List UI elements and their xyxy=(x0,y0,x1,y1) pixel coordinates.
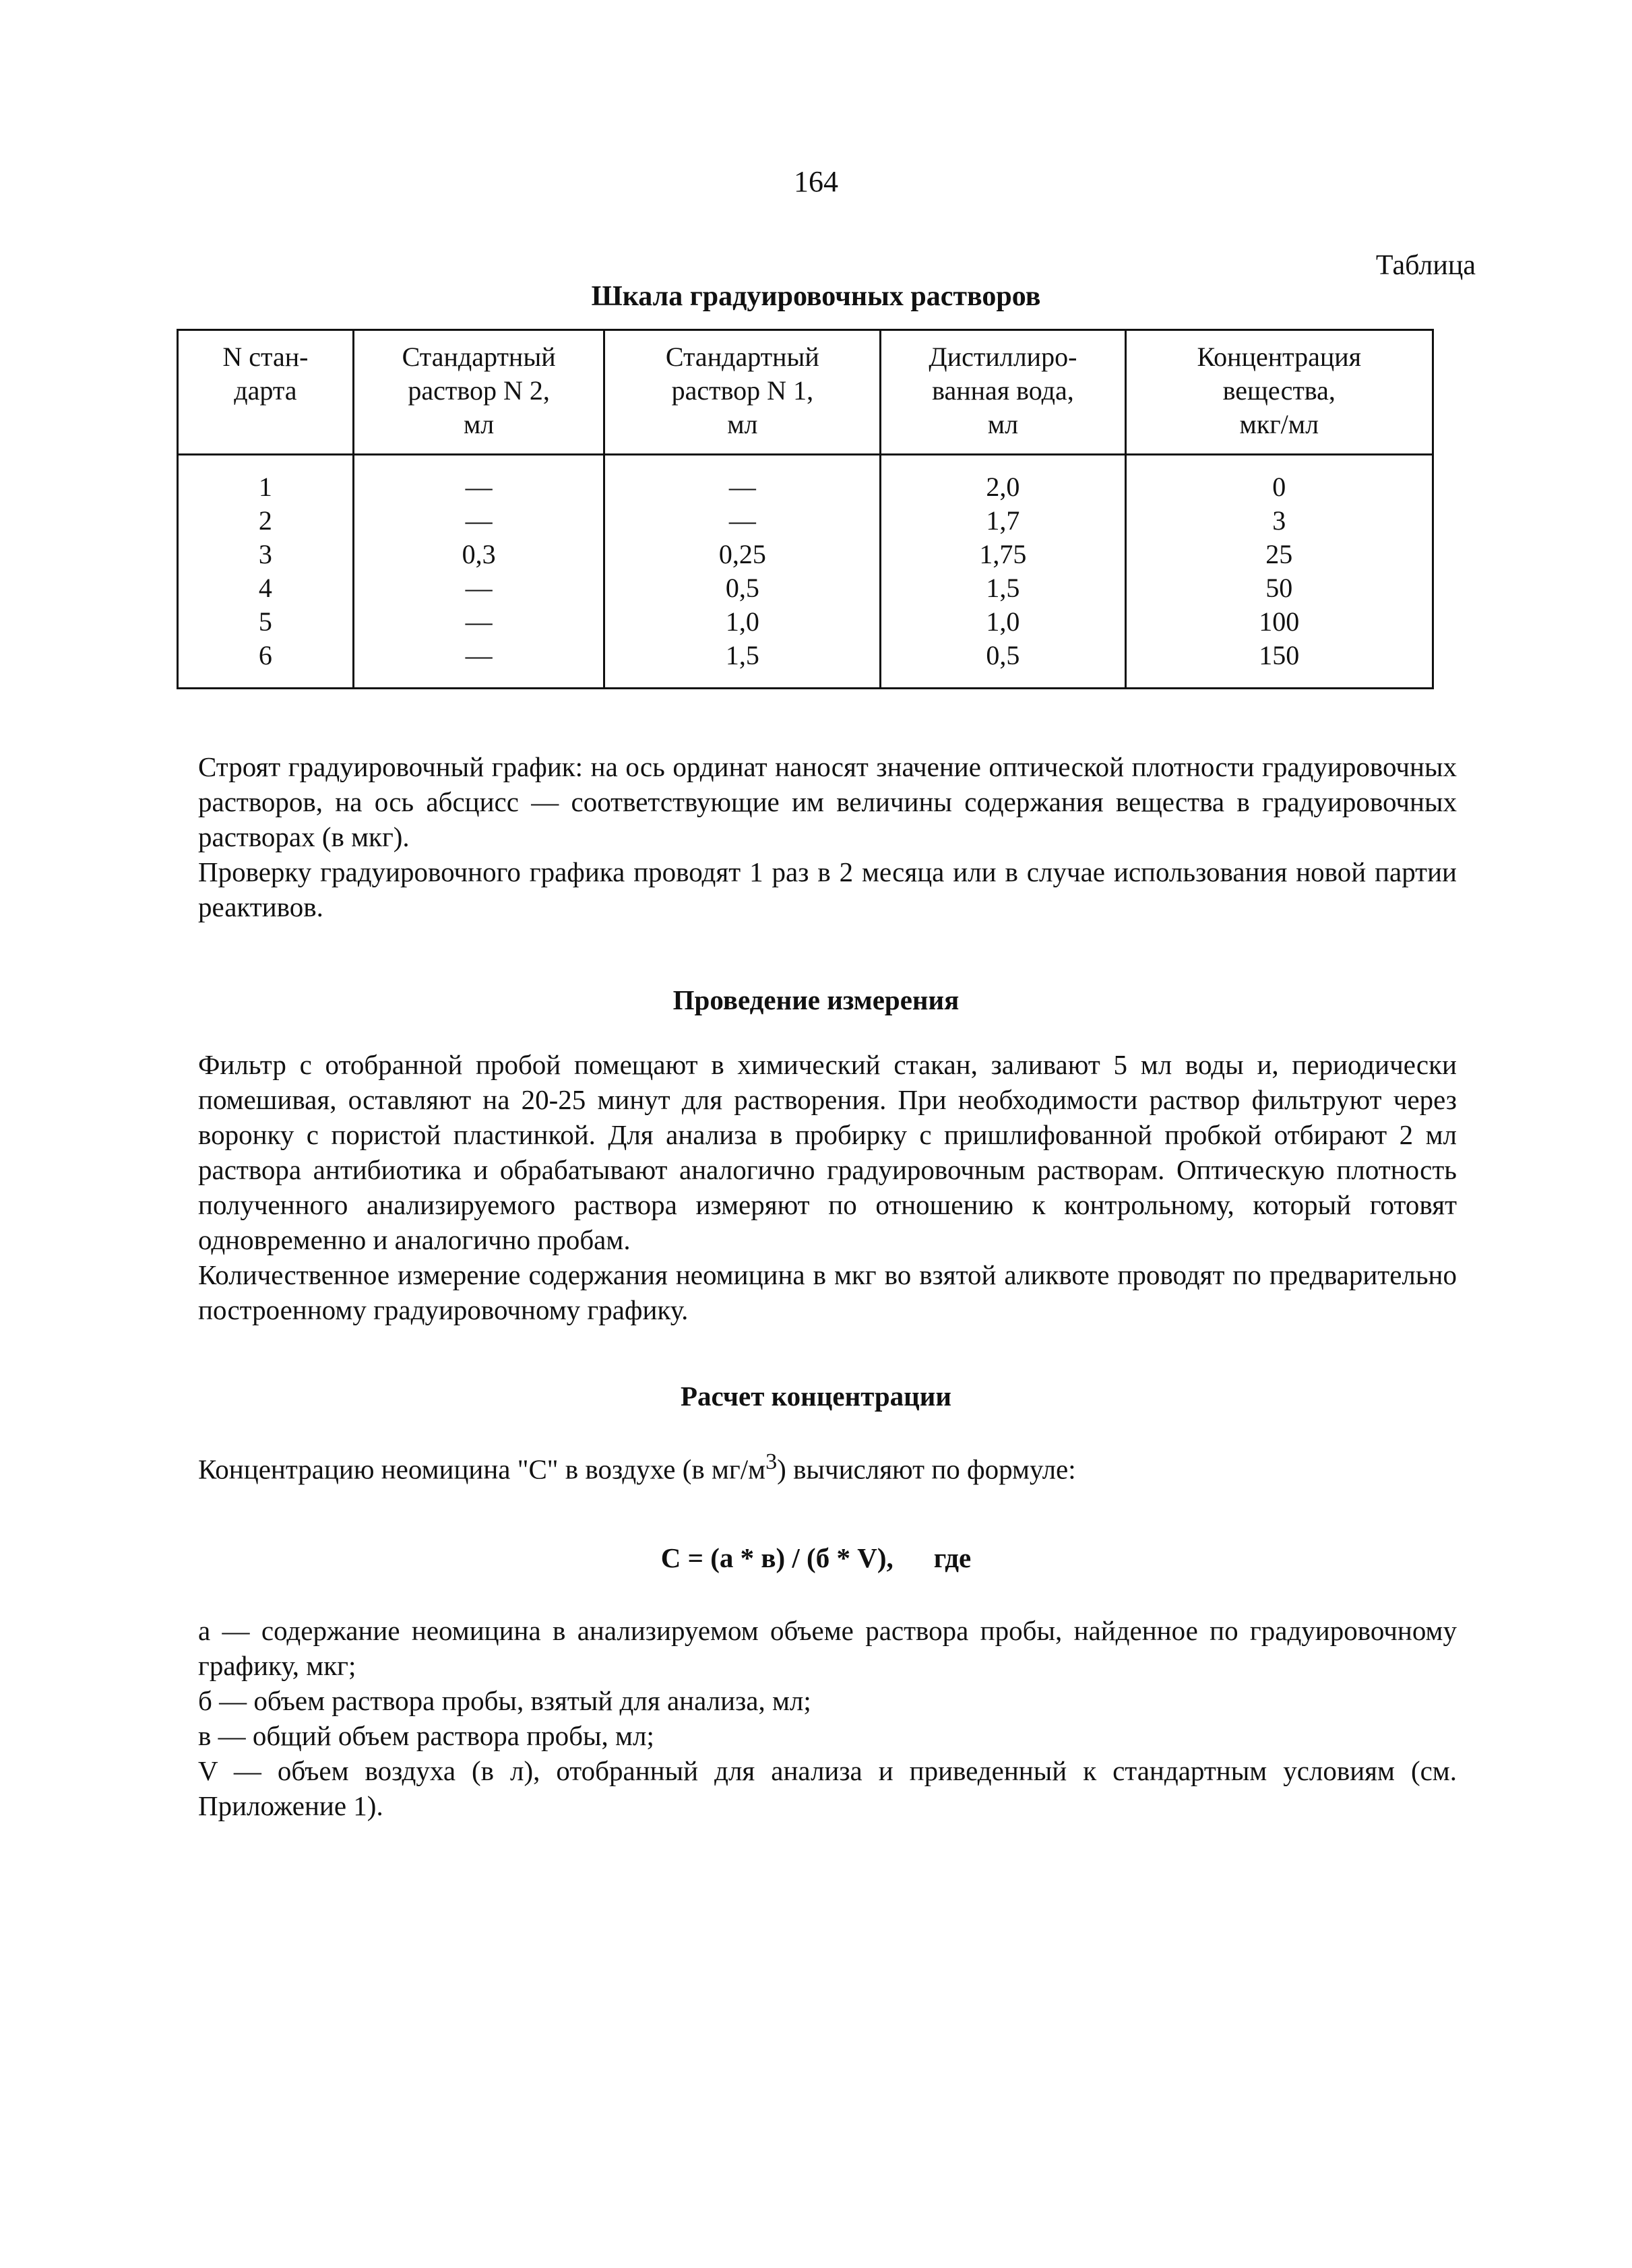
table-cell: 0,25 xyxy=(604,538,881,571)
table-cell: — xyxy=(353,455,604,505)
paragraph-quantitative-measurement: Количественное измерение содержания неомицина в мкг во взятой аликвоте проводят по предварительно построенному градуировочному графику. xyxy=(198,1259,1457,1325)
table-cell: 1,5 xyxy=(881,571,1125,605)
header-standard-solution-2: Стандартный раствор N 2, мл xyxy=(353,330,604,455)
table-cell: 0,3 xyxy=(353,538,604,571)
table-cell: 4 xyxy=(178,571,354,605)
header-concentration: Концентрация вещества, мкг/мл xyxy=(1125,330,1433,455)
table-cell: 50 xyxy=(1125,571,1433,605)
calibration-table xyxy=(177,329,1434,689)
paragraph-measurement-procedure: Фильтр с отобранной пробой помещают в химический стакан, заливают 5 мл воды и, периодически помешивая, оставляют на 20-25 минут для растворения. При необходимости раствор фильтруют через воронку с пористой пластинкой. Для анализа в пробирку с пришлифованной пробкой отбирают 2 мл раствора антибиотика и обрабатывают аналогично градуировочным растворам. Оптическую плотность полученного анализируемого раствора измеряют по отношению к контрольному, который готовят одновременно и аналогично пробам. xyxy=(198,1049,1457,1255)
definition-b: б — объем раствора пробы, взятый для анализа, мл; xyxy=(198,1685,811,1716)
formula-intro xyxy=(198,1445,1457,1487)
header-distilled-water: Дистиллиро- ванная вода, мл xyxy=(881,330,1125,455)
table-row xyxy=(178,504,1433,538)
table-cell: 150 xyxy=(1125,639,1433,689)
table-row xyxy=(178,605,1433,639)
table-row xyxy=(178,455,1433,505)
table-cell: 1,75 xyxy=(881,538,1125,571)
table-cell: 2 xyxy=(178,504,354,538)
section-title-measurement: Проведение измерения xyxy=(672,984,960,1015)
table-cell: 1,0 xyxy=(604,605,881,639)
table-cell: 0 xyxy=(1125,455,1433,505)
paragraph-graph-check: Проверку градуировочного графика проводят 1 раз в 2 месяца или в случае использования новой партии реактивов. xyxy=(198,856,1457,922)
table-cell: 6 xyxy=(178,639,354,689)
table-cell: — xyxy=(353,571,604,605)
definition-v: в — общий объем раствора пробы, мл; xyxy=(198,1720,654,1751)
table-cell: — xyxy=(604,504,881,538)
table-cell: — xyxy=(353,504,604,538)
table-title: Шкала градуировочных растворов xyxy=(591,281,1041,312)
table-row xyxy=(178,571,1433,605)
table-cell: 3 xyxy=(178,538,354,571)
header-standard-solution-1: Стандартный раствор N 1, мл xyxy=(604,330,881,455)
table-cell: 25 xyxy=(1125,538,1433,571)
table-row xyxy=(178,639,1433,689)
table-cell: 2,0 xyxy=(881,455,1125,505)
paragraph-calibration-graph: Строят градуировочный график: на ось ординат наносят значение оптической плотности градуировочных растворов, на ось абсцисс — соответствующие им величины содержания вещества в градуировочных растворах (в мкг). xyxy=(198,751,1457,852)
table-cell: — xyxy=(353,639,604,689)
table-cell: 5 xyxy=(178,605,354,639)
formula xyxy=(0,1542,1632,1574)
table-header-row xyxy=(178,330,1433,455)
header-standard-number: N стан- дарта xyxy=(178,330,354,455)
table-cell: 0,5 xyxy=(881,639,1125,689)
calibration-text xyxy=(198,749,1457,924)
table-label: Таблица xyxy=(1375,250,1476,281)
table-cell: 1,0 xyxy=(881,605,1125,639)
table-cell: 0,5 xyxy=(604,571,881,605)
table-cell: — xyxy=(604,455,881,505)
formula-expression: С = (а * в) / (б * V), xyxy=(660,1542,893,1573)
measurement-text xyxy=(198,1047,1457,1327)
table-cell: 1,7 xyxy=(881,504,1125,538)
paragraph-formula-intro: Концентрацию неомицина "С" в воздухе (в $мг/м^3$) вычисляют по формуле: xyxy=(198,1449,1076,1485)
definition-a: а — содержание неомицина в анализируемом объеме раствора пробы, найденное по градуировочному графику, мкг; xyxy=(198,1615,1457,1681)
table-cell: 1 xyxy=(178,455,354,505)
section-title-calculation: Расчет концентрации xyxy=(680,1381,952,1412)
table-cell: 100 xyxy=(1125,605,1433,639)
table-row xyxy=(178,538,1433,571)
table-cell: 3 xyxy=(1125,504,1433,538)
table-cell: — xyxy=(353,605,604,639)
page-number: 164 xyxy=(794,165,838,198)
definitions-list xyxy=(198,1613,1457,1823)
table-cell: 1,5 xyxy=(604,639,881,689)
definition-volume: V — объем воздуха (в л), отобранный для анализа и приведенный к стандартным условиям (см. Приложение 1). xyxy=(198,1755,1457,1821)
formula-where: где xyxy=(933,1542,972,1573)
